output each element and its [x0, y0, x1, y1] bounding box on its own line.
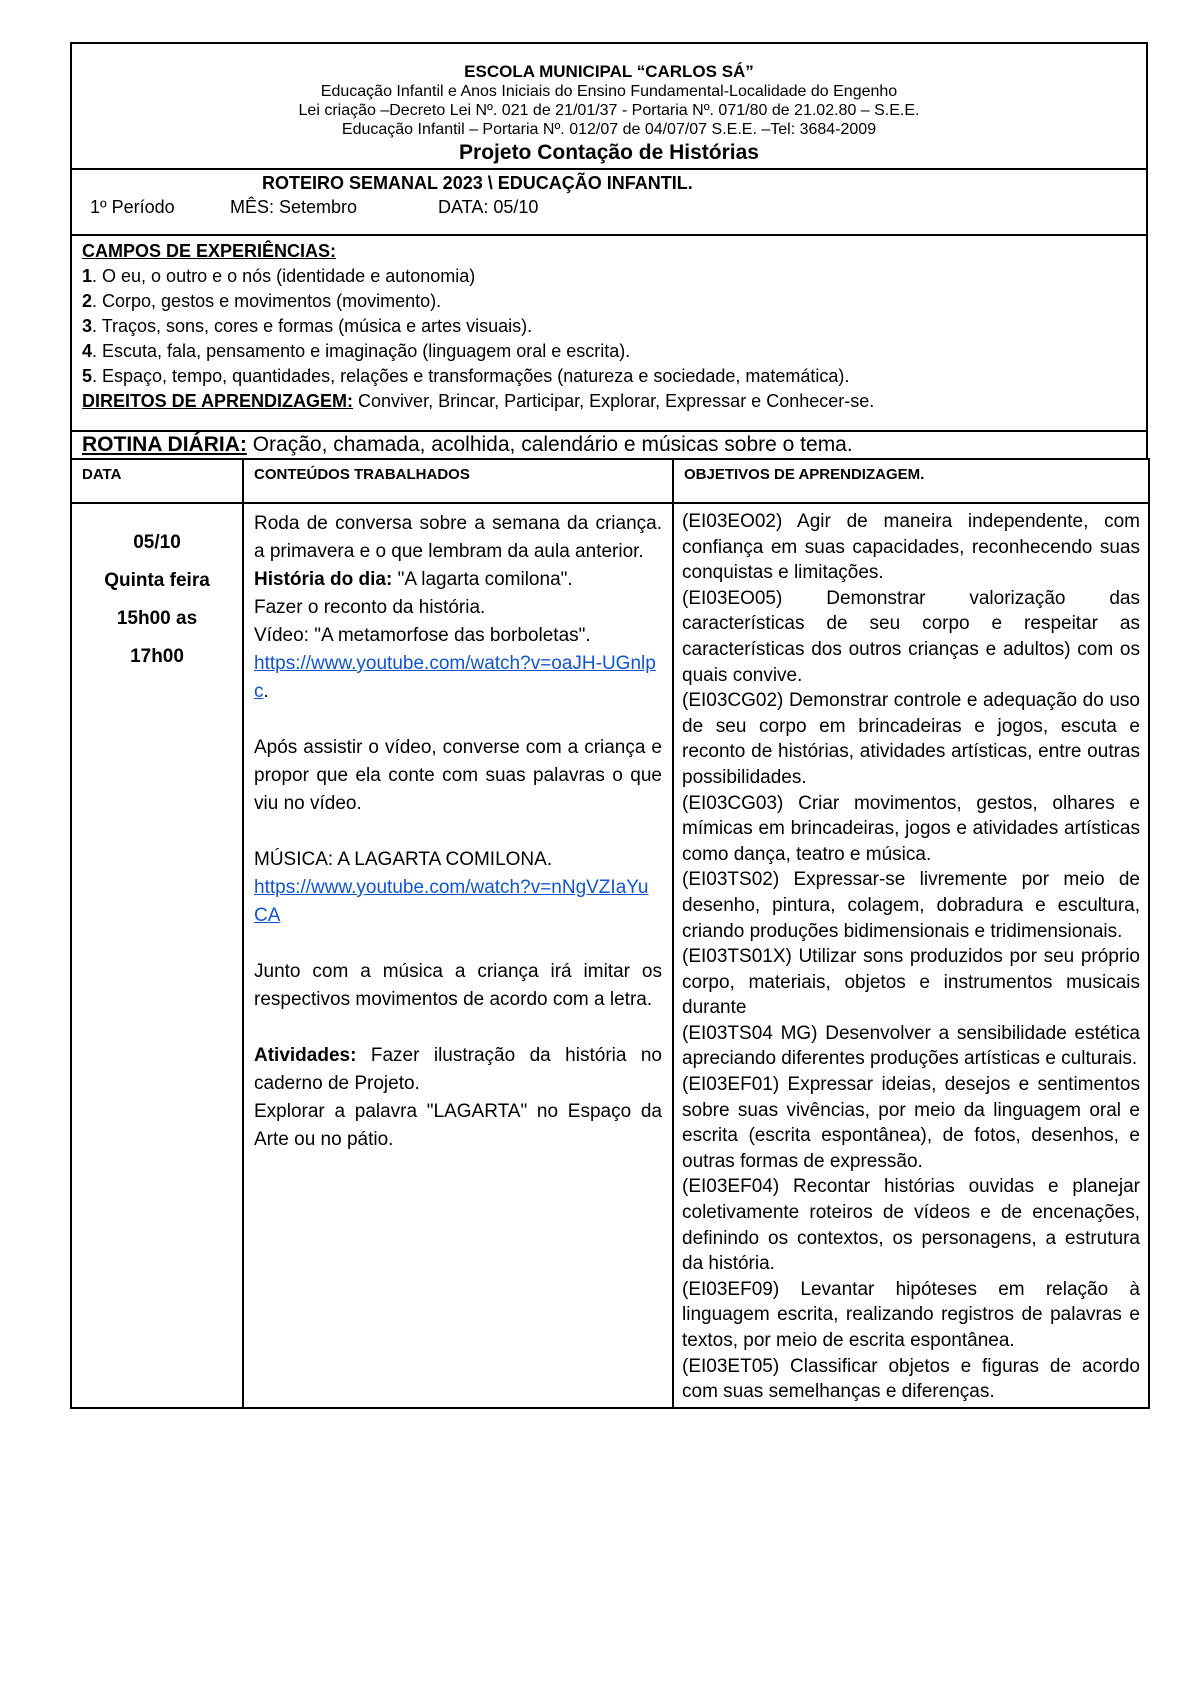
rotina-label: ROTINA DIÁRIA: — [82, 433, 247, 456]
header-objetivos: OBJETIVOS DE APRENDIZAGEM. — [673, 459, 1149, 503]
campo-item: 4. Escuta, fala, pensamento e imaginação (linguagem oral e escrita). — [82, 341, 631, 361]
content-link2-line — [254, 874, 662, 930]
roteiro-section — [70, 168, 1148, 234]
objetivo-item: (EI03EF01) Expressar ideias, desejos e sentimentos sobre suas vivências, por meio da linguagem oral e escrita (escrita espontânea), de fotos, desenhos, e outras formas de expressão. — [682, 1074, 1140, 1172]
direitos — [82, 389, 1136, 414]
roteiro-title: ROTEIRO SEMANAL 2023 \ EDUCAÇÃO INFANTIL. — [262, 173, 693, 193]
project-title: Projeto Contação de Histórias — [459, 141, 759, 164]
content-reconto: Fazer o reconto da história. — [254, 597, 486, 618]
objetivo-item: (EI03EO05) Demonstrar valorização das características de seu corpo e respeitar as características dos outros crianças e adultos) com os quais convive. — [682, 587, 1140, 686]
music-link[interactable]: https://www.youtube.com/watch?v=nNgVZIaYuCA — [254, 877, 649, 926]
campo-item: 1. O eu, o outro e o nós (identidade e autonomia) — [82, 266, 476, 286]
school-ordinance: Educação Infantil – Portaria Nº. 012/07 de 04/07/07 S.E.E. –Tel: 3684-2009 — [341, 121, 877, 138]
content-video: Vídeo: "A metamorfose das borboletas". — [254, 625, 591, 646]
rotina-text: Oração, chamada, acolhida, calendário e músicas sobre o tema. — [246, 433, 853, 456]
content-cell — [243, 503, 673, 1408]
content-explorar: Explorar a palavra "LAGARTA" no Espaço da Arte ou no pátio. — [254, 1101, 662, 1150]
content-link1-line: https://www.youtube.com/watch?v=oaJH-UGnlpc. — [254, 653, 656, 702]
campo-item: 5. Espaço, tempo, quantidades, relações e transformações (natureza e sociedade, matemática). — [82, 366, 850, 386]
school-header — [70, 42, 1148, 168]
spacer — [254, 818, 662, 846]
rotina-section — [70, 430, 1148, 458]
data: DATA: 05/10 — [438, 197, 539, 217]
objetivo-item: (EI03TS02) Expressar-se livremente por meio de desenho, pintura, colagem, dobradura e escultura, criando produções bidimensionais e tridimensionais. — [682, 869, 1140, 942]
objetivo-item: (EI03EF09) Levantar hipóteses em relação à linguagem escrita, realizando registros de palavras e textos, por meio de escrita espontânea. — [682, 1278, 1140, 1351]
objetivo-item: (EI03CG02) Demonstrar controle e adequação do uso de seu corpo em brincadeiras e jogos, escuta e reconto de histórias, atividades artísticas, entre outras possibilidades. — [682, 690, 1140, 788]
date-day: 05/10 — [133, 532, 181, 553]
objetivo-item: (EI03CG03) Criar movimentos, gestos, olhares e mímicas em brincadeiras, jogos e atividades artísticas como dança, teatro e música. — [682, 792, 1140, 865]
direitos-label: DIREITOS DE APRENDIZAGEM: — [82, 391, 354, 411]
objetivo-item: (EI03EO02) Agir de maneira independente, com confiança em suas capacidades, reconhecendo suas conquistas e limitações. — [682, 511, 1140, 584]
objetivo-item: (EI03TS01X) Utilizar sons produzidos por seu próprio corpo, materiais, objetos e instrumentos musicais durante — [682, 946, 1140, 1019]
roteiro-meta — [84, 194, 1134, 220]
periodo: 1º Período — [90, 197, 175, 217]
content-historia: História do dia: "A lagarta comilona". — [254, 569, 573, 590]
content-musica: MÚSICA: A LAGARTA COMILONA. — [254, 849, 553, 870]
mes: MÊS: Setembro — [230, 197, 358, 217]
header-conteudos: CONTEÚDOS TRABALHADOS — [243, 459, 673, 503]
video-link[interactable]: https://www.youtube.com/watch?v=oaJH-UGnlpc — [254, 653, 656, 702]
campos-heading: CAMPOS DE EXPERIÊNCIAS: — [82, 241, 337, 261]
date-cell — [71, 503, 243, 1408]
campo-item: 3. Traços, sons, cores e formas (música e artes visuais). — [82, 316, 533, 336]
date-start: 15h00 as — [116, 608, 198, 629]
header-data: DATA — [71, 459, 243, 503]
school-name: ESCOLA MUNICIPAL “CARLOS SÁ” — [464, 62, 754, 81]
school-subtitle: Educação Infantil e Anos Iniciais do Ensino Fundamental-Localidade do Engenho — [320, 83, 898, 100]
direitos-text: Conviver, Brincar, Participar, Explorar, Expressar e Conhecer-se. — [353, 391, 875, 411]
spacer — [254, 1014, 662, 1042]
objetivo-item: (EI03ET05) Classificar objetos e figuras de acordo com suas semelhanças e diferenças. — [682, 1355, 1140, 1403]
school-decree: Lei criação –Decreto Lei Nº. 021 de 21/01/37 - Portaria Nº. 071/80 de 21.02.80 – S.E.E. — [298, 102, 920, 119]
content-intro: Roda de conversa sobre a semana da criança. a primavera e o que lembram da aula anterior. — [254, 513, 662, 562]
date-weekday: Quinta feira — [104, 570, 210, 591]
date-end: 17h00 — [130, 646, 184, 667]
plan-table — [70, 458, 1150, 1409]
content-atividades: Atividades: Fazer ilustração da história no caderno de Projeto. — [254, 1045, 662, 1094]
content-junto: Junto com a música a criança irá imitar os respectivos movimentos de acordo com a letra. — [254, 961, 662, 1010]
spacer — [254, 930, 662, 958]
objetivo-item: (EI03EF04) Recontar histórias ouvidas e planejar coletivamente roteiros de vídeos e de encenações, definindo os contextos, os personagens, a estrutura da história. — [682, 1176, 1140, 1275]
campos-section — [70, 234, 1148, 430]
table-row — [71, 503, 1149, 1408]
document-page — [70, 42, 1148, 1409]
objetivos-cell — [673, 503, 1149, 1408]
campo-item: 2. Corpo, gestos e movimentos (movimento). — [82, 291, 442, 311]
spacer — [254, 706, 662, 734]
objetivo-item: (EI03TS04 MG) Desenvolver a sensibilidade estética apreciando diferentes produções artísticas e culturais. — [682, 1022, 1140, 1070]
table-header-row — [71, 459, 1149, 503]
content-apos: Após assistir o vídeo, converse com a criança e propor que ela conte com suas palavras o que viu no vídeo. — [254, 737, 662, 814]
